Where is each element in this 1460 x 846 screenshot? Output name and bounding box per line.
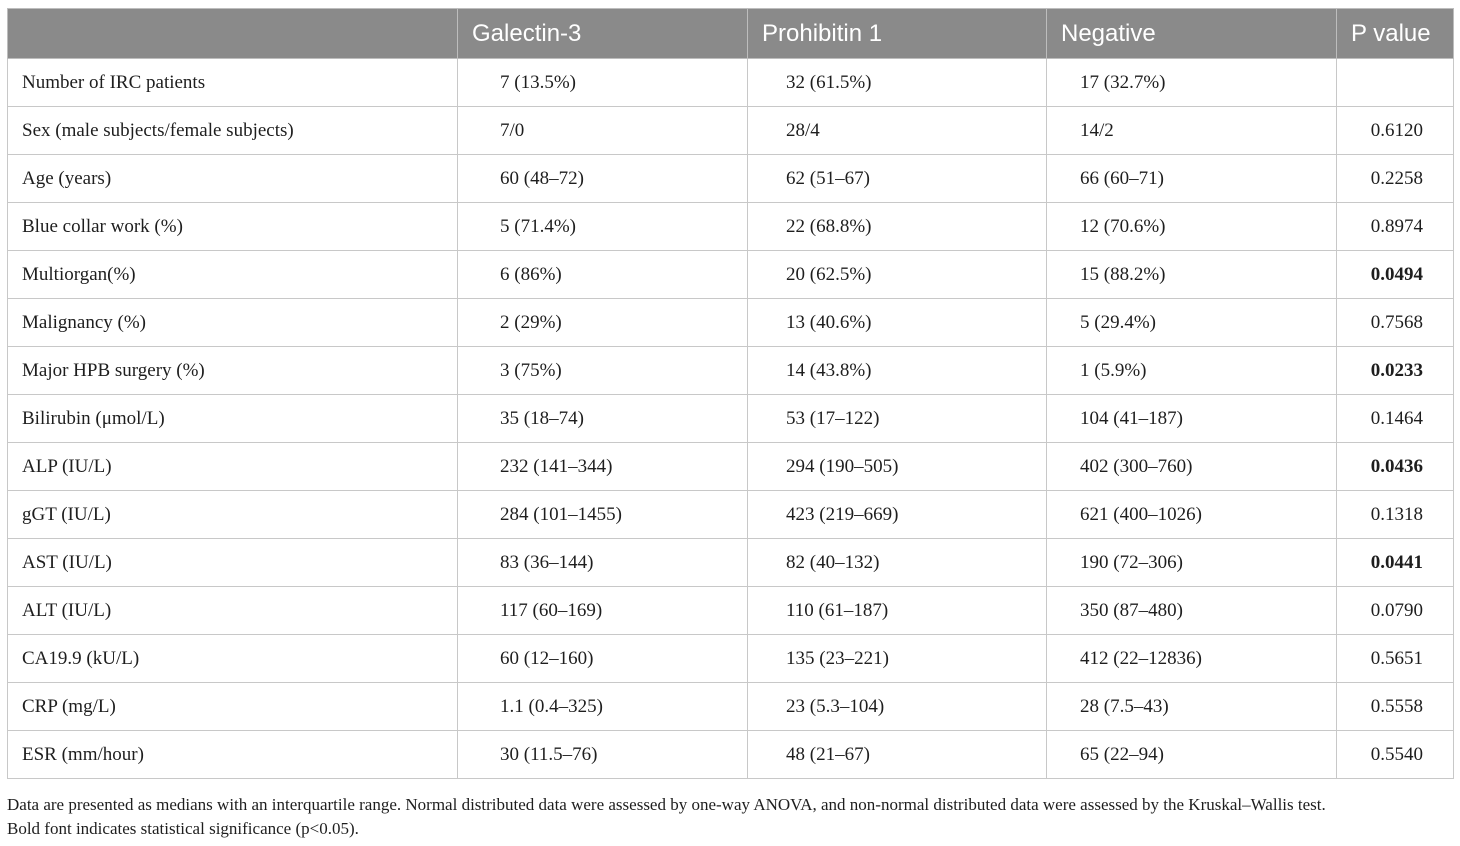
header-row	[8, 9, 1454, 59]
cell-negative: 17 (32.7%)	[1047, 59, 1337, 107]
row-label: Number of IRC patients	[8, 59, 458, 107]
cell-p-value: 0.8974	[1337, 203, 1454, 251]
cell-negative: 621 (400–1026)	[1047, 491, 1337, 539]
cell-galectin-3: 284 (101–1455)	[458, 491, 748, 539]
cell-prohibitin-1: 32 (61.5%)	[748, 59, 1047, 107]
table-row	[8, 443, 1454, 491]
table-row	[8, 203, 1454, 251]
cell-prohibitin-1: 22 (68.8%)	[748, 203, 1047, 251]
row-label: Blue collar work (%)	[8, 203, 458, 251]
cell-prohibitin-1: 110 (61–187)	[748, 587, 1047, 635]
cell-galectin-3: 35 (18–74)	[458, 395, 748, 443]
cell-negative: 402 (300–760)	[1047, 443, 1337, 491]
cell-prohibitin-1: 14 (43.8%)	[748, 347, 1047, 395]
table-footnote	[7, 793, 1457, 841]
cell-negative: 28 (7.5–43)	[1047, 683, 1337, 731]
cell-p-value: 0.1318	[1337, 491, 1454, 539]
header-empty	[8, 9, 458, 59]
cell-prohibitin-1: 23 (5.3–104)	[748, 683, 1047, 731]
cell-galectin-3: 7 (13.5%)	[458, 59, 748, 107]
cell-p-value: 0.5540	[1337, 731, 1454, 779]
cell-negative: 350 (87–480)	[1047, 587, 1337, 635]
cell-galectin-3: 83 (36–144)	[458, 539, 748, 587]
table-row	[8, 491, 1454, 539]
cell-p-value: 0.0233	[1337, 347, 1454, 395]
cell-p-value: 0.7568	[1337, 299, 1454, 347]
cell-prohibitin-1: 20 (62.5%)	[748, 251, 1047, 299]
cell-prohibitin-1: 135 (23–221)	[748, 635, 1047, 683]
table-row	[8, 683, 1454, 731]
row-label: Age (years)	[8, 155, 458, 203]
row-label: AST (IU/L)	[8, 539, 458, 587]
cell-p-value: 0.5651	[1337, 635, 1454, 683]
cell-galectin-3: 117 (60–169)	[458, 587, 748, 635]
cell-negative: 12 (70.6%)	[1047, 203, 1337, 251]
cell-galectin-3: 1.1 (0.4–325)	[458, 683, 748, 731]
row-label: ALP (IU/L)	[8, 443, 458, 491]
cell-negative: 104 (41–187)	[1047, 395, 1337, 443]
cell-negative: 65 (22–94)	[1047, 731, 1337, 779]
cell-p-value	[1337, 59, 1454, 107]
cell-galectin-3: 7/0	[458, 107, 748, 155]
cell-negative: 14/2	[1047, 107, 1337, 155]
row-label: CA19.9 (kU/L)	[8, 635, 458, 683]
cell-p-value: 0.1464	[1337, 395, 1454, 443]
header-p-value: P value	[1337, 9, 1454, 59]
row-label: ESR (mm/hour)	[8, 731, 458, 779]
row-label: Malignancy (%)	[8, 299, 458, 347]
cell-negative: 66 (60–71)	[1047, 155, 1337, 203]
header-galectin-3: Galectin-3	[458, 9, 748, 59]
cell-prohibitin-1: 82 (40–132)	[748, 539, 1047, 587]
cell-negative: 412 (22–12836)	[1047, 635, 1337, 683]
cell-galectin-3: 5 (71.4%)	[458, 203, 748, 251]
cell-p-value: 0.0441	[1337, 539, 1454, 587]
cell-galectin-3: 60 (48–72)	[458, 155, 748, 203]
cell-prohibitin-1: 53 (17–122)	[748, 395, 1047, 443]
cell-negative: 5 (29.4%)	[1047, 299, 1337, 347]
cell-p-value: 0.0790	[1337, 587, 1454, 635]
table-row	[8, 155, 1454, 203]
cell-galectin-3: 3 (75%)	[458, 347, 748, 395]
row-label: Multiorgan(%)	[8, 251, 458, 299]
cell-prohibitin-1: 423 (219–669)	[748, 491, 1047, 539]
table-row	[8, 539, 1454, 587]
header-prohibitin-1: Prohibitin 1	[748, 9, 1047, 59]
table-row	[8, 59, 1454, 107]
footnote-line-1: Data are presented as medians with an interquartile range. Normal distributed data were assessed by one-way ANOVA, and non-normal distributed data were assessed by the Kruskal–Wallis test.	[7, 795, 1326, 814]
cell-p-value: 0.5558	[1337, 683, 1454, 731]
table-row	[8, 299, 1454, 347]
table-body	[8, 59, 1454, 779]
table-row	[8, 635, 1454, 683]
cell-prohibitin-1: 28/4	[748, 107, 1047, 155]
table-row	[8, 587, 1454, 635]
row-label: Sex (male subjects/female subjects)	[8, 107, 458, 155]
cell-galectin-3: 6 (86%)	[458, 251, 748, 299]
results-table	[7, 8, 1454, 779]
footnote-line-2: Bold font indicates statistical significance (p<0.05).	[7, 819, 359, 838]
cell-prohibitin-1: 62 (51–67)	[748, 155, 1047, 203]
cell-prohibitin-1: 294 (190–505)	[748, 443, 1047, 491]
cell-p-value: 0.0436	[1337, 443, 1454, 491]
table-row	[8, 731, 1454, 779]
cell-p-value: 0.2258	[1337, 155, 1454, 203]
cell-galectin-3: 60 (12–160)	[458, 635, 748, 683]
row-label: CRP (mg/L)	[8, 683, 458, 731]
table-row	[8, 107, 1454, 155]
row-label: Bilirubin (μmol/L)	[8, 395, 458, 443]
row-label: Major HPB surgery (%)	[8, 347, 458, 395]
table-row	[8, 395, 1454, 443]
cell-prohibitin-1: 13 (40.6%)	[748, 299, 1047, 347]
cell-prohibitin-1: 48 (21–67)	[748, 731, 1047, 779]
cell-p-value: 0.6120	[1337, 107, 1454, 155]
cell-galectin-3: 30 (11.5–76)	[458, 731, 748, 779]
row-label: ALT (IU/L)	[8, 587, 458, 635]
table-row	[8, 251, 1454, 299]
table-row	[8, 347, 1454, 395]
header-negative: Negative	[1047, 9, 1337, 59]
cell-p-value: 0.0494	[1337, 251, 1454, 299]
cell-negative: 1 (5.9%)	[1047, 347, 1337, 395]
cell-galectin-3: 232 (141–344)	[458, 443, 748, 491]
row-label: gGT (IU/L)	[8, 491, 458, 539]
cell-negative: 15 (88.2%)	[1047, 251, 1337, 299]
cell-galectin-3: 2 (29%)	[458, 299, 748, 347]
cell-negative: 190 (72–306)	[1047, 539, 1337, 587]
